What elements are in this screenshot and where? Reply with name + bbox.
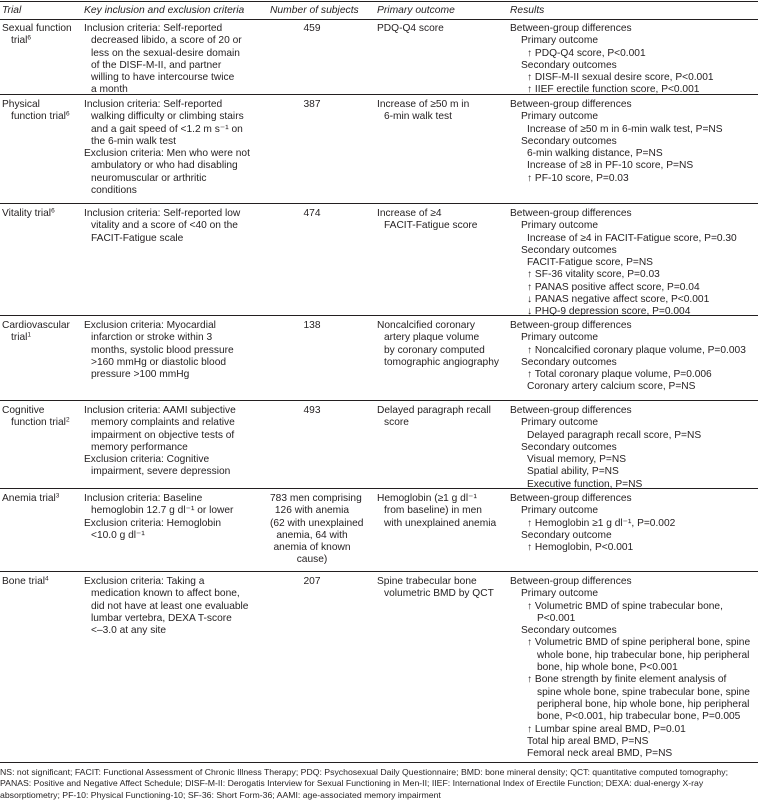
outcome-line: Spine trabecular bone — [377, 576, 477, 587]
trial-name-text: trial — [11, 332, 28, 344]
trial-name-line — [2, 35, 72, 47]
criteria-line: did not have at least one evaluable — [91, 600, 249, 612]
outcome-cell — [377, 405, 491, 430]
results-line: ↑ Total coronary plaque volume, P=0.006 — [527, 369, 712, 381]
criteria-line: pressure >100 mmHg — [91, 369, 190, 381]
criteria-cell — [84, 405, 236, 479]
subjects-line: 493 — [303, 405, 321, 416]
results-line: bone, hip whole bone, P<0.001 — [537, 662, 678, 674]
trial-name-line — [2, 576, 49, 588]
results-line: Primary outcome — [521, 588, 598, 600]
row-divider — [0, 400, 758, 401]
results-cell — [510, 320, 746, 394]
criteria-line: neuromuscular or arthritic — [91, 172, 207, 184]
trial-name — [2, 405, 70, 430]
outcome-line: Delayed paragraph recall — [377, 405, 491, 416]
table-footnote — [0, 767, 758, 801]
subjects-cell — [270, 493, 364, 567]
subjects-line: 474 — [303, 208, 321, 219]
reference-number: 2 — [65, 416, 70, 424]
results-line: 6-min walking distance, P=NS — [527, 148, 663, 160]
results-cell — [510, 208, 737, 319]
results-line: bone, P<0.001, hip trabecular bone, P=0.005 — [537, 711, 741, 723]
results-line: peripheral bone, hip whole bone, hip peripheral — [537, 698, 750, 710]
trial-name-line: Physical — [2, 99, 40, 110]
bottom-rule — [0, 762, 758, 763]
outcome-line: by coronary computed — [384, 344, 485, 356]
footnote-line: NS: not significant; FACIT: Functional Assessment of Chronic Illness Therapy; PDQ: Psychosexual Daily Questionnaire; BMD: bone mineral density; QCT: quantitative computed tomography; — [0, 767, 728, 777]
results-line: ↑ SF-36 vitality score, P=0.03 — [527, 269, 660, 281]
row-divider — [0, 315, 758, 316]
outcome-line: Hemoglobin (≥1 g dl⁻¹ — [377, 493, 477, 504]
outcome-cell — [377, 576, 494, 601]
criteria-cell — [84, 320, 234, 381]
criteria-line: impairment on objective tests of — [91, 429, 235, 441]
trial-name — [2, 493, 59, 505]
outcome-cell — [377, 23, 444, 35]
results-line: Secondary outcomes — [521, 244, 617, 256]
results-line: Secondary outcomes — [521, 59, 617, 71]
trial-name-text: trial — [11, 35, 28, 47]
criteria-line: conditions — [91, 185, 137, 197]
results-line: ↓ PHQ-9 depression score, P=0.004 — [527, 306, 691, 318]
results-line: Secondary outcomes — [521, 441, 617, 453]
criteria-line: <10.0 g dl⁻¹ — [91, 529, 145, 541]
subjects-cell — [270, 576, 354, 588]
outcome-line: artery plaque volume — [384, 332, 480, 344]
results-line: ↑ Volumetric BMD of spine trabecular bone, — [527, 600, 723, 612]
outcome-line: Increase of ≥50 m in — [377, 99, 470, 110]
criteria-line: Exclusion criteria: Taking a — [84, 576, 205, 587]
results-line: Secondary outcomes — [521, 625, 617, 637]
criteria-line: impairment, severe depression — [91, 466, 231, 478]
results-line: Delayed paragraph recall score, P=NS — [527, 429, 702, 441]
criteria-cell — [84, 99, 250, 197]
results-line: ↑ PANAS positive affect score, P=0.04 — [527, 281, 700, 293]
results-line: Between-group differences — [510, 23, 632, 34]
results-line: Primary outcome — [521, 35, 598, 47]
header-results: Results — [510, 5, 545, 16]
subjects-line: 138 — [303, 320, 321, 331]
results-line: Between-group differences — [510, 320, 632, 331]
results-line: ↑ Bone strength by finite element analysis of — [527, 674, 727, 686]
header-subjects: Number of subjects — [270, 5, 359, 16]
top-rule — [0, 1, 758, 2]
header-criteria: Key inclusion and exclusion criteria — [84, 5, 245, 16]
header-rule — [0, 19, 758, 20]
footnote-line: PANAS: Positive and Negative Affect Schedule; DISF-M-II: Derogatis Interview for Sexual Functioning in Men-II; IIEF: International Index of Erectile Function; DEXA: dual-energy X-ray — [0, 778, 704, 789]
results-line: Total hip areal BMD, P=NS — [527, 735, 649, 747]
subjects-line: 126 with anemia — [274, 505, 350, 517]
results-line: Increase of ≥8 in PF-10 score, P=NS — [527, 160, 694, 172]
trial-name-line — [2, 493, 59, 505]
outcome-line: score — [384, 417, 409, 429]
criteria-line: ambulatory or who had disabling — [91, 160, 238, 172]
subjects-line: 459 — [303, 23, 321, 34]
criteria-line: lumbar vertebra, DEXA T-score — [91, 612, 232, 624]
results-line: ↑ PDQ-Q4 score, P<0.001 — [527, 47, 646, 59]
results-line: Increase of ≥4 in FACIT-Fatigue score, P=0.30 — [527, 232, 737, 244]
results-line: ↑ PF-10 score, P=0.03 — [527, 172, 629, 184]
row-divider — [0, 488, 758, 489]
reference-number: 4 — [45, 575, 49, 583]
trial-name-line — [2, 208, 55, 220]
criteria-cell — [84, 208, 240, 245]
header-outcome: Primary outcome — [377, 5, 455, 16]
criteria-line: Inclusion criteria: AAMI subjective — [84, 405, 236, 416]
results-line: Between-group differences — [510, 493, 632, 504]
criteria-cell — [84, 576, 248, 637]
criteria-line: walking difficulty or climbing stairs — [91, 111, 244, 123]
subjects-line: anemia of known — [273, 542, 351, 554]
results-line: Visual memory, P=NS — [527, 454, 626, 466]
outcome-line: tomographic angiography — [384, 356, 499, 368]
subjects-line: 783 men comprising — [270, 493, 362, 504]
reference-number: 3 — [55, 492, 60, 500]
subjects-line: 387 — [303, 99, 321, 110]
reference-number: 6 — [65, 110, 70, 118]
outcome-line: 6-min walk test — [384, 111, 452, 123]
trial-name-line — [2, 332, 70, 344]
results-line: Spatial ability, P=NS — [527, 466, 619, 478]
criteria-line: Inclusion criteria: Self-reported low — [84, 208, 241, 219]
subjects-cell — [270, 99, 354, 111]
results-line: Increase of ≥50 m in 6-min walk test, P=NS — [527, 123, 723, 135]
criteria-line: FACIT-Fatigue scale — [91, 232, 184, 244]
criteria-line: decreased libido, a score of 20 or — [91, 35, 242, 47]
results-line: Coronary artery calcium score, P=NS — [527, 381, 696, 393]
results-line: Between-group differences — [510, 208, 632, 219]
results-line: ↑ Hemoglobin, P<0.001 — [527, 542, 634, 554]
trial-name-text: function trial — [11, 111, 66, 123]
criteria-line: memory complaints and relative — [91, 417, 235, 429]
outcome-line: with unexplained anemia — [384, 517, 497, 529]
footnote-line: absorptiometry; PF-10: Physical Functioning-10; SF-36: Short Form-36; AAMI: age-associated memory impairment — [0, 789, 441, 800]
trial-name — [2, 320, 70, 345]
results-line: Executive function, P=NS — [527, 478, 643, 490]
results-line: Secondary outcomes — [521, 135, 617, 147]
results-line: Primary outcome — [521, 220, 598, 232]
criteria-line: and a gait speed of <1.2 m s⁻¹ on — [91, 123, 243, 135]
criteria-line: months, systolic blood pressure — [91, 344, 234, 356]
criteria-line: Inclusion criteria: Baseline — [84, 493, 203, 504]
results-cell — [510, 23, 714, 97]
results-line: P<0.001 — [537, 612, 576, 624]
outcome-line: FACIT-Fatigue score — [384, 220, 478, 232]
trial-name — [2, 208, 55, 220]
trial-name — [2, 576, 49, 588]
criteria-cell — [84, 493, 233, 542]
reference-number: 1 — [27, 331, 32, 339]
trial-name-line: Cognitive — [2, 405, 45, 416]
criteria-line: Exclusion criteria: Men who were not — [84, 148, 250, 160]
results-line: ↓ PANAS negative affect score, P<0.001 — [527, 294, 710, 306]
results-cell — [510, 493, 675, 554]
row-divider — [0, 94, 758, 95]
reference-number: 6 — [27, 34, 32, 42]
criteria-line: Inclusion criteria: Self-reported — [84, 99, 223, 110]
results-cell — [510, 405, 701, 491]
results-line: Secondary outcomes — [521, 356, 617, 368]
results-line: Secondary outcome — [521, 529, 612, 541]
trial-name-line: Sexual function — [2, 23, 72, 34]
trial-name-text: function trial — [11, 417, 66, 429]
results-line: whole bone, hip trabecular bone, hip peripheral — [537, 649, 750, 661]
row-divider — [0, 203, 758, 204]
criteria-line: of the DISF-M-II, and partner — [91, 59, 222, 71]
results-line: Primary outcome — [521, 505, 598, 517]
results-line: ↑ Hemoglobin ≥1 g dl⁻¹, P=0.002 — [527, 517, 676, 529]
outcome-line: volumetric BMD by QCT — [384, 588, 494, 600]
trial-name — [2, 99, 70, 124]
results-line: ↑ DISF-M-II sexual desire score, P<0.001 — [527, 72, 714, 84]
outcome-cell — [377, 99, 469, 124]
results-line: ↑ Volumetric BMD of spine peripheral bone, spine — [527, 637, 751, 649]
results-line: ↑ IIEF erectile function score, P<0.001 — [527, 84, 700, 96]
subjects-cell — [270, 23, 354, 35]
outcome-cell — [377, 320, 499, 369]
results-line: Primary outcome — [521, 111, 598, 123]
criteria-line: <–3.0 at any site — [91, 625, 167, 637]
outcome-line: Increase of ≥4 — [377, 208, 442, 219]
results-line: ↑ Noncalcified coronary plaque volume, P=0.003 — [527, 344, 746, 356]
results-cell — [510, 99, 723, 185]
criteria-cell — [84, 23, 242, 97]
subjects-line: 207 — [303, 576, 321, 587]
trial-name — [2, 23, 72, 48]
results-line: FACIT-Fatigue score, P=NS — [527, 257, 653, 269]
criteria-line: vitality and a score of <40 on the — [91, 220, 238, 232]
trial-name-text: Bone trial — [2, 576, 46, 587]
subjects-line: (62 with unexplained — [270, 517, 364, 529]
header-trial: Trial — [2, 5, 22, 16]
criteria-line: Inclusion criteria: Self-reported — [84, 23, 223, 34]
criteria-line: willing to have intercourse twice — [91, 72, 235, 84]
outcome-cell — [377, 208, 477, 233]
criteria-line: Exclusion criteria: Hemoglobin — [84, 517, 222, 529]
trial-name-line: Cardiovascular — [2, 320, 70, 331]
subjects-cell — [270, 320, 354, 332]
results-line: Between-group differences — [510, 576, 632, 587]
results-line: Primary outcome — [521, 332, 598, 344]
criteria-line: memory performance — [91, 441, 188, 453]
results-line: ↑ Lumbar spine areal BMD, P=0.01 — [527, 723, 686, 735]
outcome-line: from baseline) in men — [384, 505, 482, 517]
results-cell — [510, 576, 750, 760]
results-line: Between-group differences — [510, 99, 632, 110]
outcome-cell — [377, 493, 496, 530]
results-line: Primary outcome — [521, 417, 598, 429]
outcome-line: PDQ-Q4 score — [377, 23, 444, 34]
reference-number: 6 — [51, 207, 55, 215]
subjects-line: anemia, 64 with — [276, 529, 348, 541]
criteria-line: the 6-min walk test — [91, 135, 176, 147]
results-line: Between-group differences — [510, 405, 632, 416]
results-line: Femoral neck areal BMD, P=NS — [527, 748, 673, 760]
criteria-line: hemoglobin 12.7 g dl⁻¹ or lower — [91, 505, 234, 517]
results-line: spine whole bone, spine trabecular bone, spine — [537, 686, 750, 698]
trial-name-line — [2, 111, 70, 123]
subjects-cell — [270, 208, 354, 220]
row-divider — [0, 571, 758, 572]
criteria-line: a month — [91, 84, 128, 96]
outcome-line: Noncalcified coronary — [377, 320, 475, 331]
trial-name-text: Anemia trial — [2, 493, 56, 504]
criteria-line: Exclusion criteria: Cognitive — [84, 454, 210, 466]
criteria-line: infarction or stroke within 3 — [91, 332, 213, 344]
criteria-line: >160 mmHg or diastolic blood — [91, 356, 227, 368]
trial-name-line — [2, 417, 70, 429]
criteria-line: medication known to affect bone, — [91, 588, 240, 600]
trial-name-text: Vitality trial — [2, 208, 52, 219]
criteria-line: less on the sexual-desire domain — [91, 47, 240, 59]
subjects-cell — [270, 405, 354, 417]
subjects-line: cause) — [296, 554, 328, 566]
criteria-line: Exclusion criteria: Myocardial — [84, 320, 216, 331]
